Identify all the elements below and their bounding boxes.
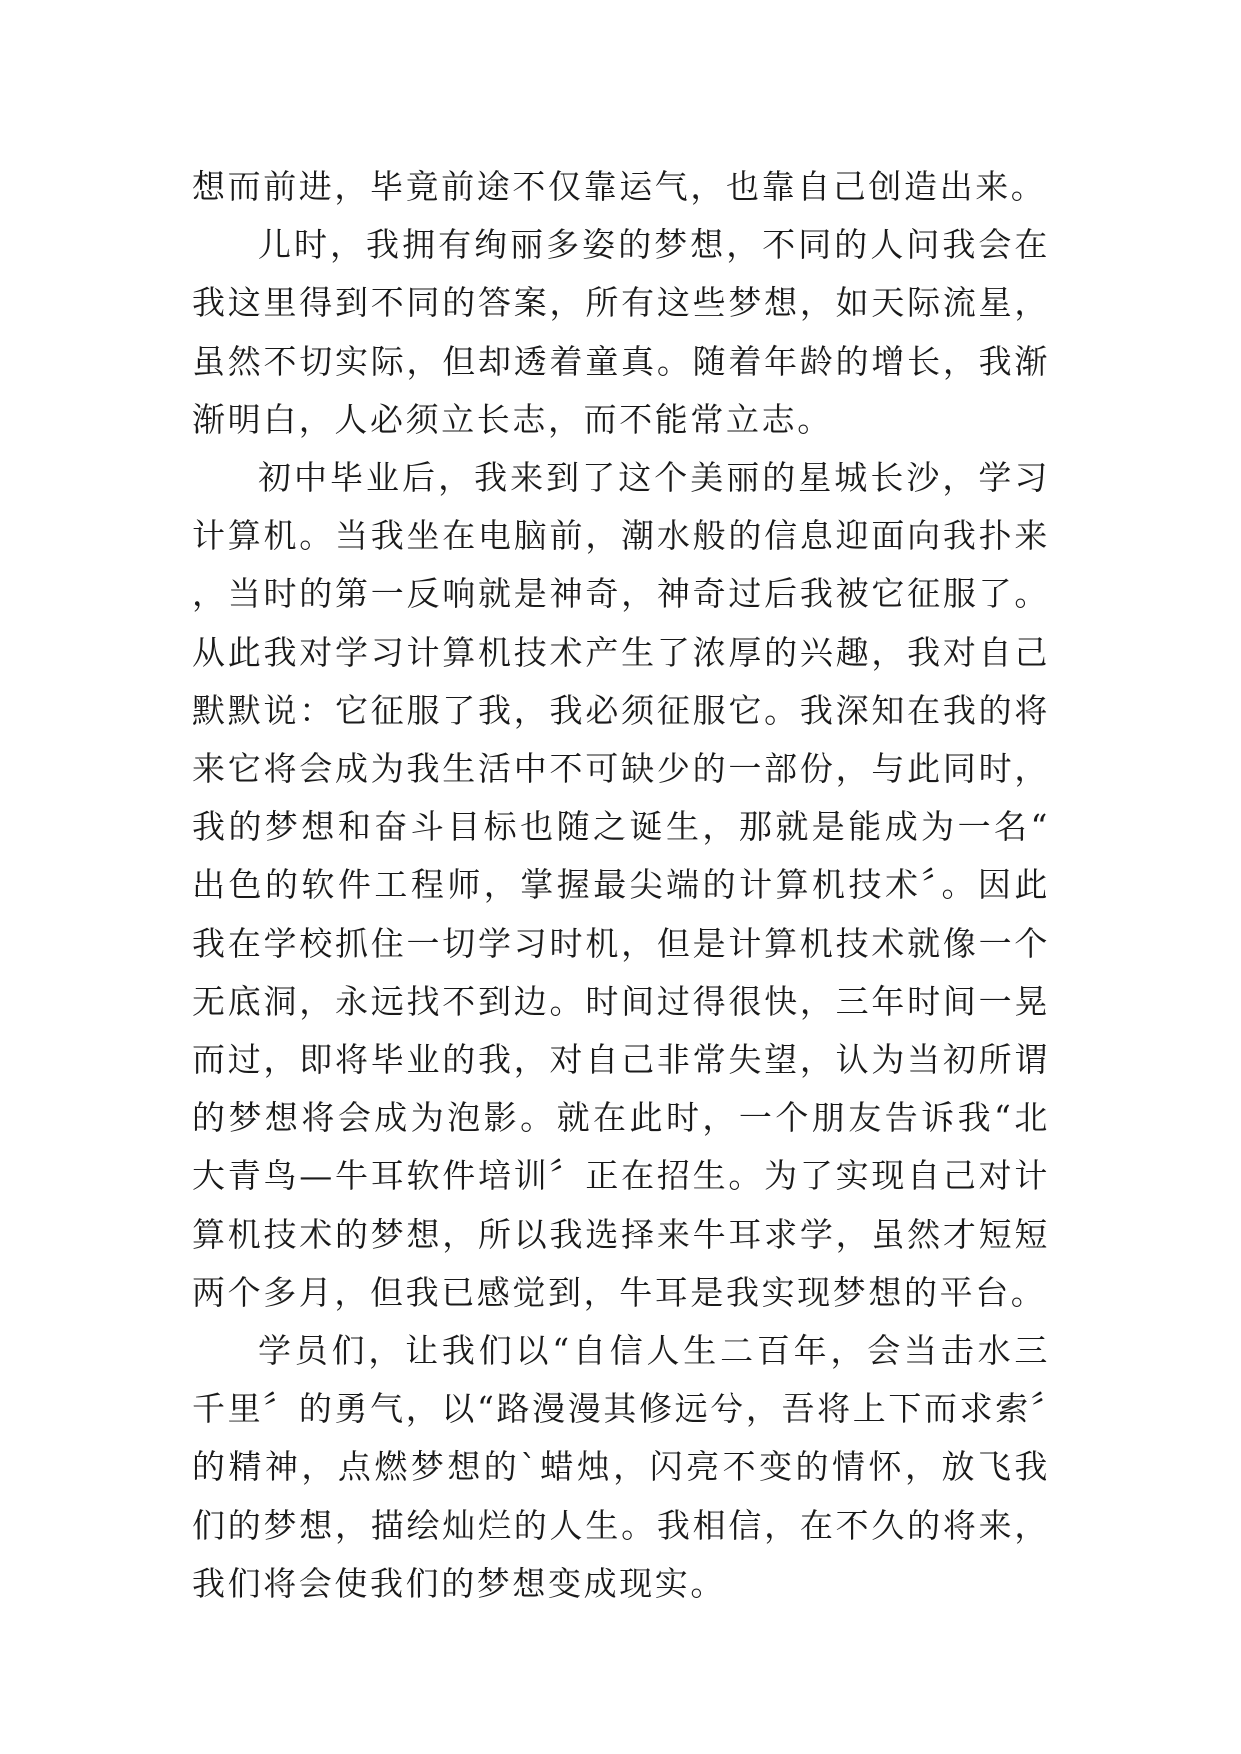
body-text xyxy=(192,158,1050,1613)
paragraph-childhood-dreams: 儿时，我拥有绚丽多姿的梦想，不同的人问我会在我这里得到不同的答案，所有这些梦想，如天际流星，虽然不切实际，但却透着童真。随着年龄的增长，我渐渐明白，人必须立长志，而不能常立志。 xyxy=(192,225,1050,439)
paragraph-computer-study: 初中毕业后，我来到了这个美丽的星城长沙，学习计算机。当我坐在电脑前，潮水般的信息迎面向我扑来，当时的第一反响就是神奇，神奇过后我被它征服了。从此我对学习计算机技术产生了浓厚的兴趣，我对自己默默说：它征服了我，我必须征服它。我深知在我的将来它将会成为我生活中不可缺少的一部份，与此同时，我的梦想和奋斗目标也随之诞生，那就是能成为一名“出色的软件工程师，掌握最尖端的计算机技术〞。因此我在学校抓住一切学习时机，但是计算机技术就像一个无底洞，永远找不到边。时间过得很快，三年时间一晃而过，即将毕业的我，对自己非常失望，认为当初所谓的梦想将会成为泡影。就在此时，一个朋友告诉我“北大青鸟—牛耳软件培训〞正在招生。为了实现自己对计算机技术的梦想，所以我选择来牛耳求学，虽然才短短两个多月，但我已感觉到，牛耳是我实现梦想的平台。 xyxy=(192,458,1050,1312)
paragraph-continuation: 想而前进，毕竟前途不仅靠运气，也靠自己创造出来。 xyxy=(192,167,1047,206)
paragraph-closing: 学员们，让我们以“自信人生二百年，会当击水三千里〞的勇气，以“路漫漫其修远兮，吾将上下而求索〞的精神，点燃梦想的`蜡烛，闪亮不变的情怀，放飞我们的梦想，描绘灿烂的人生。我相信，在不久的将来，我们将会使我们的梦想变成现实。 xyxy=(192,1331,1050,1603)
